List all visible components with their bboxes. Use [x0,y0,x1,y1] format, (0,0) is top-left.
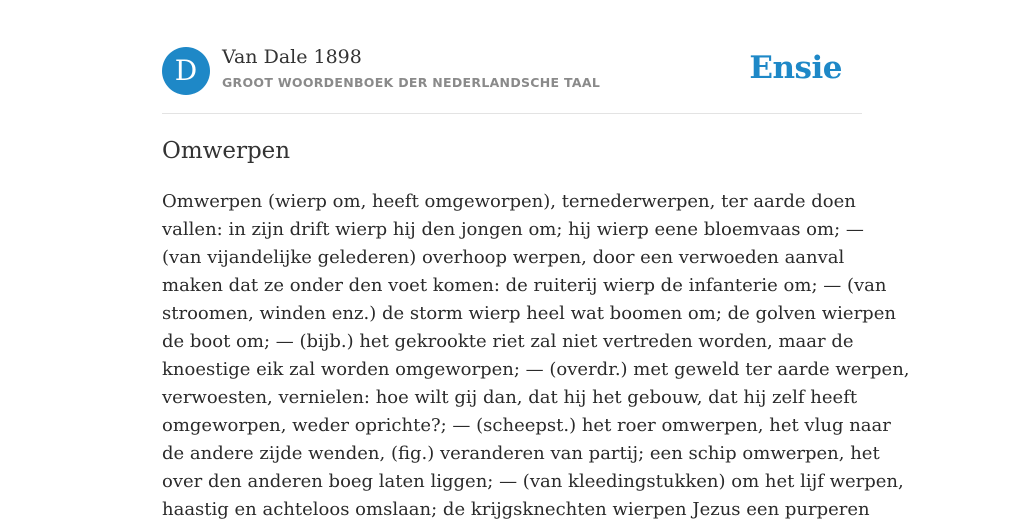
header [162,0,862,114]
dictionary-title[interactable]: Van Dale 1898 [222,46,362,68]
definition-line: stroomen, winden enz.) de storm wierp heel wat boomen om; de golven wierpen [162,303,896,324]
definition-line: maken dat ze onder den voet komen: de ruiterij wierp de infanterie om; — (van [162,275,887,296]
dictionary-subtitle: GROOT WOORDENBOEK DER NEDERLANDSCHE TAAL [222,75,601,90]
definition-line: knoestige eik zal worden omgeworpen; — (overdr.) met geweld ter aarde werpen, [162,359,910,380]
definition-line: de boot om; — (bijb.) het gekrookte riet zal niet vertreden worden, maar de [162,331,854,352]
definition-line: Omwerpen (wierp om, heeft omgeworpen), ternederwerpen, ter aarde doen [162,191,856,212]
ensie-logo[interactable]: Ensie [749,50,842,86]
definition-line: over den anderen boeg laten liggen; — (van kleedingstukken) om het lijf werpen, [162,471,904,492]
definition-line: omgeworpen, weder oprichte?; — (scheepst.) het roer omwerpen, het vlug naar [162,415,891,436]
definition-line: verwoesten, vernielen: hoe wilt gij dan, dat hij het gebouw, dat hij zelf heeft [162,387,858,408]
definition-line: (van vijandelijke gelederen) overhoop werpen, door een verwoeden aanval [162,247,845,268]
page [162,0,910,520]
entry-definition [162,188,910,524]
definition-line: haastig en achteloos omslaan; de krijgsknechten wierpen Jezus een purperen [162,499,870,520]
definition-line: vallen: in zijn drift wierp hij den jongen om; hij wierp eene bloemvaas om; — [162,219,864,240]
entry-headword: Omwerpen [162,138,291,164]
definition-line: de andere zijde wenden, (fig.) veranderen van partij; een schip omwerpen, het [162,443,880,464]
dictionary-avatar[interactable]: D [162,47,210,95]
